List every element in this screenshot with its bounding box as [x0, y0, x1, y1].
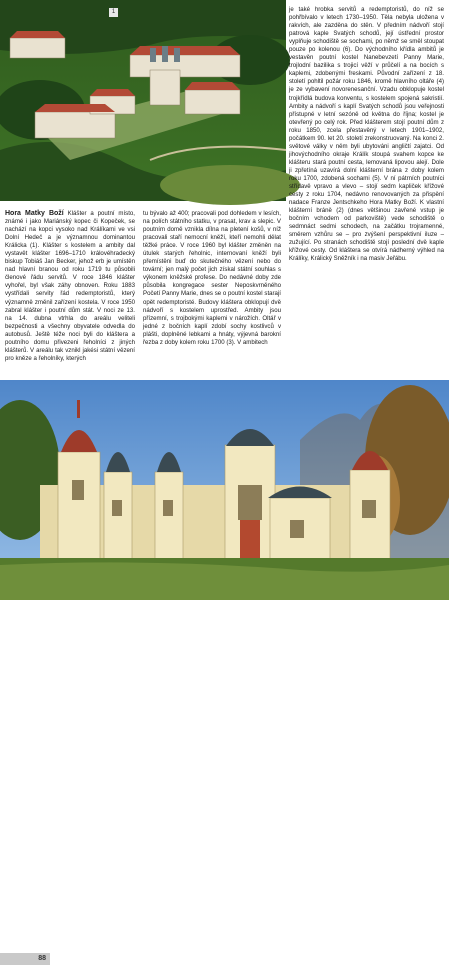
page-number: 88: [0, 953, 50, 965]
text-column-3: [289, 6, 444, 264]
text-column-1: [5, 210, 135, 363]
column-3-text: je také hrobka servitů a redemptoristů, do níž se pohřbívalo v letech 1730–1950. Těla nebyla uložena v rakvích, ale zazděna do stěn. V předním nádvoří stojí patrová kaple Svatých schodů, její ústřední prostor vyplňuje schodiště se sochami, po němž se směl stoupat pouze po kolenou (6). Do východního křídla ambitů je vestavěn poutní kostel Nanebevzetí Panny Marie, trojlodní bazilika s trojicí věží v průčelí a na bocích s kaplemi, zdobenými freskami. Původní zařízení z 18. století pohltil požár roku 1846, kromě hlavního oltáře (4) je ze vybavení novorenesanční. Vzadu obklopuje kostel trojkřídlá budova konventu, s kostelem spojená sakristií. Ambity a nádvoří s kaplí Svatých schodů jsou veřejnosti přístupné v letní sezóně od května do října; kostel je otevřený po celý rok. Před klášterem stojí poutní dům z roku 1850, zcela přestavěný v letech 1901–1902, počátkem 90. let 20. století zrekonstruovaný. Na konci 2. světové války v něm byli ubytováni angličtí zajatci. Od jihovýchodního okraje Králík stoupá svahem kopce ke klášteru stará poutní cesta, lemovaná lipovou alejí. Dole ji zpřetíná uzavírá dolní klášterní brána z doby kolem roku 1700, zdobená sochami (5). V ní pátrních poutníci střídavě vpravo a vlevo – stojí sedm kapliček křížové cesty z roku 1704, nedávno renovovaných za přispění nadace Franze Jentschkeho Hora Matky Boží. K vlastní klášterní bráně (2) (dnes většinou zavřené vstup je bočním vchodem od parkoviště) vede schodiště o sedmnáct sedmi schodech, na začátku trojramenné, směrem vzhůru se – pro zvýšení perspektivní iluze – zužující. Po stranách schodiště stojí poslední dvě kaple křížové cesty. Od kláštera se otvírá nádherný výhled na Králíky, Králický Sněžník i na masiv Jeřábu.: [289, 6, 444, 263]
text-column-2: [143, 210, 281, 347]
photo-number-tag: 1: [109, 8, 118, 17]
section-heading: Hora Matky Boží: [5, 210, 64, 217]
church-facade-photo: [0, 380, 449, 962]
church-facade-illustration: [0, 380, 449, 600]
aerial-monastery-illustration: [0, 0, 286, 201]
column-2-text: tu bývalo až 400; pracovali pod dohledem v lesích, na polích státního statku, v prasat, krav a slepic. V poutním domě vznikla dílna na pletení košů, v níž pracovali staří nemocní kněží, kteří nemohli dělat těžké práce. V roce 1960 byl klášter změněn na útulek starých řeholnic, internovaní kněží byli přemístěni buď do skutečného vězení nebo do tovární; jen malý počet jich získal státní souhlas s výkonem kněžské profese. Do nedávné doby zde působila kongregace sester Neposkvrněného Početí Panny Marie, dnes se o poutní kostel starají opět redemptoristé. Budovy kláštera obklopují dvě nádvoří s kostelem uprostřed. Ambity jsou přízemní, s trojbokými kaplemi v nárožích. Oltář v jedné z bočních kaplí zdobí sochy kostlivců v plášti, doplněné lebkami a hnáty, výjevná barokní řezba z doby kolem roku 1700 (3). V ambitech: [143, 210, 281, 346]
column-1-text: Klášter a poutní místo, známé i jako Mariánský kopec či Kopeček, se nachází na kopci vysoko nad Králíkami ve vsi Dolní Hedeč a je významnou dominantou Králicka (1). Klášter s kostelem a ambity dal vystavět klášter 1696–1710 královéhradecký biskup Tobiáš Jan Becker, jehož erb je umístěn nad hlavní branou od roku 1719 tu působili členové řádu servitů. V roce 1846 klášter vyhořel, byl však záhy obnoven. Roku 1883 vystřídali servity řád redemptoristů, který významně změnil zařízení kostela. V roce 1950 zabral klášter i poutní dům stát. V noci ze 13. na 14. dubna vtrhla do areálu veliteli bezpečnosti a všechny obyvatele odvedla do autobusů. Ještě téže noci byli do kláštera a poutního domu přivezeni řeholníci z jiných klášterů. V areálu tak vznikl jakési státní vězení pro kněze a řeholníky, kterých: [5, 210, 135, 362]
aerial-monastery-photo: [0, 0, 286, 201]
